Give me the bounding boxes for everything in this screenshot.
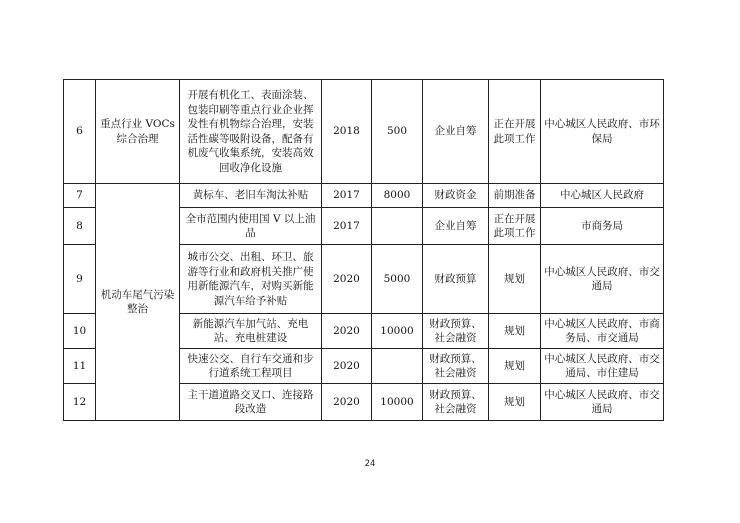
year-cell: 2020 (322, 245, 372, 314)
content-cell: 全市范围内使用国 V 以上油品 (180, 208, 322, 245)
status-cell: 规划 (489, 314, 541, 349)
project-table (63, 79, 664, 421)
funding-cell: 企业自筹 (423, 208, 489, 245)
category-cell: 重点行业 VOCs 综合治理 (96, 80, 180, 184)
row-number: 8 (64, 208, 96, 245)
amount-cell: 10000 (372, 384, 423, 421)
funding-cell: 财政预算、社会融资 (423, 384, 489, 421)
row-number: 12 (64, 384, 96, 421)
amount-cell (372, 349, 423, 384)
funding-cell: 财政预算 (423, 245, 489, 314)
table-row (64, 184, 664, 208)
responsible-cell: 中心城区人民政府、市环保局 (541, 80, 664, 184)
status-cell: 规划 (489, 384, 541, 421)
year-cell: 2017 (322, 208, 372, 245)
row-number: 11 (64, 349, 96, 384)
amount-cell: 500 (372, 80, 423, 184)
funding-cell: 财政预算、社会融资 (423, 314, 489, 349)
amount-cell: 5000 (372, 245, 423, 314)
funding-cell: 企业自筹 (423, 80, 489, 184)
table-row (64, 80, 664, 184)
content-cell: 快速公交、自行车交通和步行道系统工程项目 (180, 349, 322, 384)
row-number: 7 (64, 184, 96, 208)
funding-cell: 财政预算、社会融资 (423, 349, 489, 384)
content-cell: 黄标车、老旧车淘汰补贴 (180, 184, 322, 208)
funding-cell: 财政资金 (423, 184, 489, 208)
year-cell: 2018 (322, 80, 372, 184)
row-number: 6 (64, 80, 96, 184)
status-cell: 规划 (489, 349, 541, 384)
year-cell: 2020 (322, 314, 372, 349)
status-cell: 正在开展此项工作 (489, 80, 541, 184)
responsible-cell: 中心城区人民政府、市交通局 (541, 384, 664, 421)
status-cell: 正在开展此项工作 (489, 208, 541, 245)
row-number: 9 (64, 245, 96, 314)
content-cell: 主干道道路交叉口、连接路段改造 (180, 384, 322, 421)
content-cell: 开展有机化工、表面涂装、包装印刷等重点行业企业挥发性有机物综合治理，安装活性碳等吸附设备，配备有机废气收集系统，安装高效回收净化设施 (180, 80, 322, 184)
amount-cell: 8000 (372, 184, 423, 208)
responsible-cell: 中心城区人民政府 (541, 184, 664, 208)
page-number: 24 (364, 459, 376, 469)
responsible-cell: 中心城区人民政府、市商务局、市交通局 (541, 314, 664, 349)
responsible-cell: 中心城区人民政府、市交通局 (541, 245, 664, 314)
responsible-cell: 中心城区人民政府、市交通局、市住建局 (541, 349, 664, 384)
status-cell: 前期准备 (489, 184, 541, 208)
amount-cell (372, 208, 423, 245)
amount-cell: 10000 (372, 314, 423, 349)
year-cell: 2017 (322, 184, 372, 208)
responsible-cell: 市商务局 (541, 208, 664, 245)
group-category-cell: 机动车尾气污染整治 (96, 184, 180, 421)
year-cell: 2020 (322, 349, 372, 384)
content-cell: 新能源汽车加气站、充电站、充电桩建设 (180, 314, 322, 349)
status-cell: 规划 (489, 245, 541, 314)
content-cell: 城市公交、出租、环卫、旅游等行业和政府机关推广使用新能源汽车，对购买新能源汽车给予补贴 (180, 245, 322, 314)
year-cell: 2020 (322, 384, 372, 421)
row-number: 10 (64, 314, 96, 349)
